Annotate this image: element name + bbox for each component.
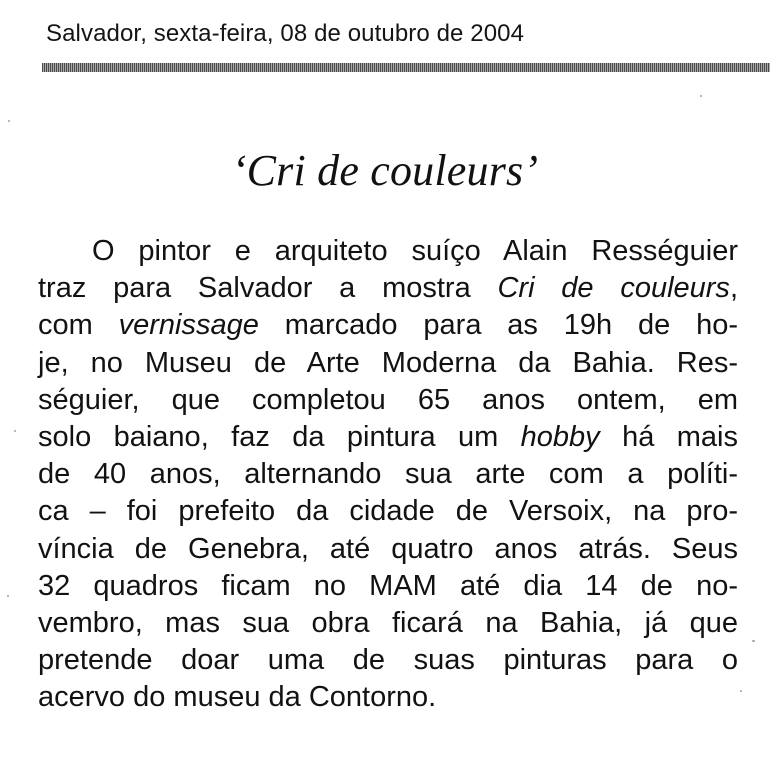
scan-speck <box>752 640 755 642</box>
article-line <box>38 679 738 716</box>
headline: ‘Cri de couleurs’ <box>231 146 539 195</box>
text-run: ca – foi prefeito da cidade de Versoix, na pro- <box>38 495 738 528</box>
italic-term: vernissage <box>118 309 259 342</box>
article-line <box>38 568 738 605</box>
text-run: 32 quadros ficam no MAM até dia 14 de no- <box>38 569 738 602</box>
article-line <box>38 493 738 530</box>
article-line <box>38 419 738 456</box>
text-run: pretende doar uma de suas pinturas para o <box>38 644 738 677</box>
text-run: com <box>38 309 119 342</box>
text-run: traz para Salvador a mostra <box>38 272 498 305</box>
scan-speck <box>7 595 9 597</box>
text-run: séguier, que completou 65 anos ontem, em <box>38 383 738 416</box>
article-line <box>38 642 738 679</box>
text-run: marcado para as 19h de ho- <box>258 309 739 342</box>
text-run: solo baiano, faz da pintura um <box>38 420 521 453</box>
text-run: vembro, mas sua obra ficará na Bahia, já que <box>38 606 738 639</box>
text-run: de 40 anos, alternando sua arte com a políti- <box>38 458 738 491</box>
article-line <box>38 233 738 270</box>
article-line <box>38 345 738 382</box>
text-run: víncia de Genebra, até quatro anos atrás. Seus <box>38 532 738 565</box>
scan-speck <box>14 430 16 432</box>
text-run: je, no Museu de Arte Moderna da Bahia. Res- <box>38 346 738 379</box>
article-line <box>38 382 738 419</box>
header-rule <box>42 63 770 72</box>
text-run: há mais <box>599 420 738 453</box>
scan-speck <box>740 690 742 692</box>
article-body <box>38 233 738 716</box>
dateline: Salvador, sexta-feira, 08 de outubro de 2004 <box>46 20 525 47</box>
article-line <box>38 456 738 493</box>
italic-term: Cri de couleurs <box>497 272 730 305</box>
article-line <box>38 531 738 568</box>
scan-speck <box>8 120 10 122</box>
scan-speck <box>700 95 702 97</box>
article-line <box>38 605 738 642</box>
text-run: acervo do museu da Contorno. <box>38 681 437 714</box>
text-run: , <box>729 272 738 305</box>
italic-term: hobby <box>520 420 600 453</box>
article-line <box>38 307 738 344</box>
text-run: O pintor e arquiteto suíço Alain Rességuier <box>92 235 738 267</box>
article-line <box>38 270 738 307</box>
